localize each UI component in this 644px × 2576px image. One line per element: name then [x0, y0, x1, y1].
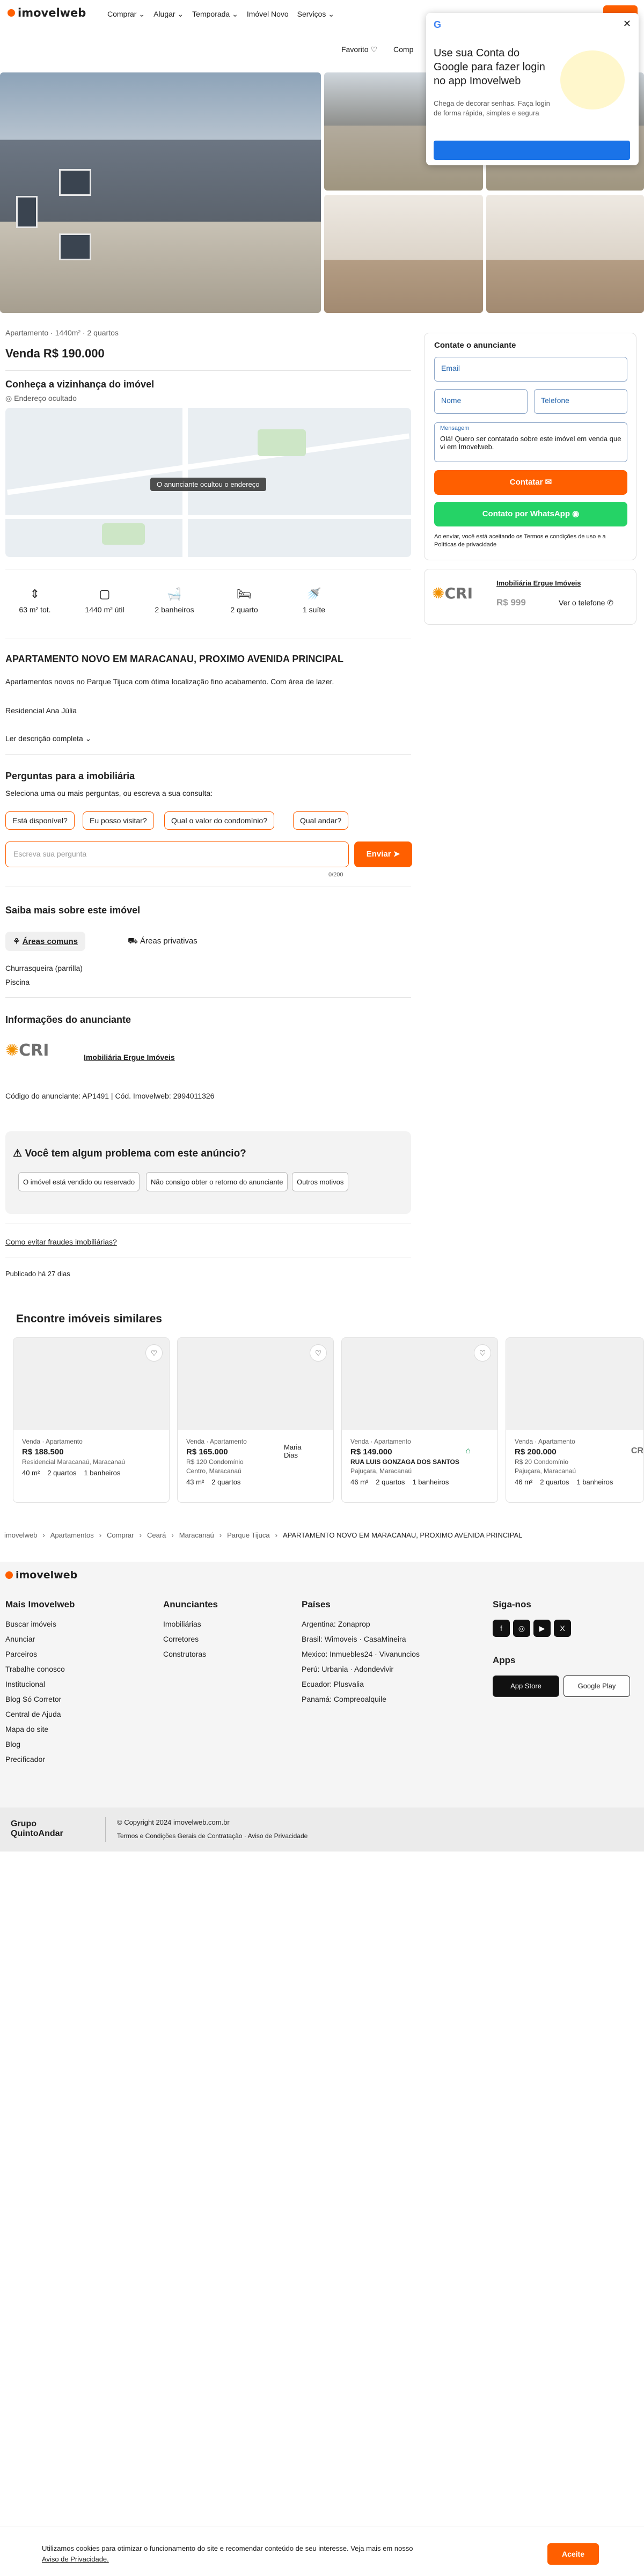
- google-icon: G: [434, 19, 442, 30]
- main-photo[interactable]: [0, 72, 321, 313]
- question-chip[interactable]: Qual andar?: [293, 811, 348, 830]
- name-field[interactable]: Nome: [434, 389, 528, 414]
- more-info-title: Saiba mais sobre este imóvel: [5, 905, 141, 916]
- heart-icon[interactable]: ♡: [145, 1344, 163, 1362]
- listing-meta: Apartamento · 1440m² · 2 quartos: [5, 328, 119, 337]
- listing-title: APARTAMENTO NOVO EM MARACANAU, PROXIMO AVENIDA PRINCIPAL: [5, 654, 344, 664]
- question-input[interactable]: Escreva sua pergunta: [5, 841, 349, 867]
- similar-card[interactable]: ♡ Maria Dias Venda · Apartamento R$ 165.000 R$ 120 Condomínio Centro, Maracanaú 43 m² 2 quartos: [177, 1337, 334, 1503]
- advertiser-title: Informações do anunciante: [5, 1014, 131, 1025]
- footer-link[interactable]: Anunciar: [5, 1635, 35, 1643]
- advertiser-card-name[interactable]: Imobiliária Ergue Imóveis: [496, 579, 581, 587]
- map-park: [102, 523, 145, 545]
- map-park: [258, 429, 306, 456]
- feature-land: ▢ 1440 m² útil: [75, 588, 134, 614]
- questions-subtitle: Seleciona uma ou mais perguntas, ou escreva a sua consulta:: [5, 789, 213, 797]
- tab-common-areas[interactable]: ⚘ Áreas comuns: [5, 932, 85, 951]
- agent-badge: Maria Dias: [284, 1443, 302, 1459]
- copyright: © Copyright 2024 imovelweb.com.br: [117, 1818, 230, 1826]
- amenity-item: Churrasqueira (parrilla): [5, 964, 83, 972]
- breadcrumb-item[interactable]: imovelweb: [4, 1531, 38, 1539]
- footer: [0, 1562, 644, 1807]
- google-play-button[interactable]: Google Play: [564, 1675, 630, 1697]
- photo-5[interactable]: [486, 195, 644, 313]
- legal-bar: [0, 1807, 644, 1851]
- app-store-button[interactable]: App Store: [493, 1675, 559, 1697]
- breadcrumb-item[interactable]: Maracanaú: [179, 1531, 214, 1539]
- phone-field[interactable]: Telefone: [534, 389, 627, 414]
- photo-4[interactable]: [324, 195, 483, 313]
- bath-icon: 🛁: [167, 588, 182, 601]
- listing-description-2: Residencial Ana Júlia: [5, 706, 77, 715]
- listing-actions: [341, 45, 413, 54]
- google-login-popup: [426, 13, 639, 165]
- cookie-banner: [0, 2527, 644, 2576]
- breadcrumb-item[interactable]: Ceará: [147, 1531, 166, 1539]
- suite-icon: 🚿: [306, 588, 321, 601]
- footer-link[interactable]: Construtoras: [163, 1650, 207, 1658]
- tab-private-areas[interactable]: ⛟ Áreas privativas: [128, 936, 197, 946]
- window-shape: [59, 169, 91, 196]
- similar-card[interactable]: ♡ ⌂ Venda · Apartamento R$ 149.000 RUA LUIS GONZAGA DOS SANTOS Pajuçara, Maracanaú 46 m² 2 quartos 1 banheiros: [341, 1337, 498, 1503]
- favorite-button[interactable]: Favorito ♡: [341, 45, 378, 54]
- divider: [5, 370, 411, 371]
- nav-temporada[interactable]: Temporada ⌄: [192, 10, 238, 18]
- read-more-link[interactable]: Ler descrição completa ⌄: [5, 734, 92, 743]
- key-illustration-icon: [560, 50, 625, 109]
- footer-link[interactable]: Parceiros: [5, 1650, 38, 1658]
- show-phone-button[interactable]: Ver o telefone ✆: [559, 598, 614, 607]
- similar-title: Encontre imóveis similares: [16, 1313, 162, 1325]
- contact-form: [424, 333, 636, 560]
- facebook-icon[interactable]: f: [493, 1620, 510, 1637]
- divider: [5, 997, 411, 998]
- breadcrumb-current: APARTAMENTO NOVO EM MARACANAU, PROXIMO AVENIDA PRINCIPAL: [282, 1531, 523, 1539]
- report-title: ⚠ Você tem algum problema com este anúncio?: [13, 1148, 246, 1159]
- footer-link[interactable]: Argentina: Zonaprop: [302, 1620, 370, 1628]
- advertiser-logo: ✺CRI: [432, 584, 473, 602]
- listing-price: Venda R$ 190.000: [5, 347, 105, 360]
- report-option[interactable]: Não consigo obter o retorno do anunciante: [146, 1172, 288, 1191]
- similar-card[interactable]: ♡ Venda · Apartamento R$ 188.500 Residencial Maracanaú, Maracanaú 40 m² 2 quartos 1 banheiros: [13, 1337, 170, 1503]
- footer-link[interactable]: Panamá: Compreoalquile: [302, 1695, 386, 1703]
- breadcrumb-item[interactable]: Apartamentos: [50, 1531, 94, 1539]
- legal-links[interactable]: Termos e Condições Gerais de Contratação · Aviso de Privacidade: [117, 1832, 308, 1840]
- nav-servicos[interactable]: Serviços ⌄: [297, 10, 334, 18]
- main-nav: [107, 10, 334, 19]
- footer-link[interactable]: Imobiliárias: [163, 1620, 201, 1628]
- footer-col-countries: Países Argentina: Zonaprop Brasil: Wimoveis · CasaMineira Mexico: Inmuebles24 · Vivanuncios Perú: Urbania · Adondevivir Ecuador: Plusvalia Panamá: Compreoalquile: [302, 1599, 420, 1703]
- feature-area: ⇕ 63 m² tot.: [5, 588, 64, 614]
- footer-link[interactable]: Mapa do site: [5, 1725, 49, 1733]
- report-option[interactable]: Outros motivos: [292, 1172, 348, 1191]
- map-road: [5, 515, 411, 519]
- nav-alugar[interactable]: Alugar ⌄: [153, 10, 184, 18]
- footer-link[interactable]: Brasil: Wimoveis · CasaMineira: [302, 1635, 406, 1643]
- footer-link[interactable]: Mexico: Inmuebles24 · Vivanuncios: [302, 1650, 420, 1658]
- question-chip[interactable]: Está disponível?: [5, 811, 75, 830]
- nav-imovel-novo[interactable]: Imóvel Novo: [246, 10, 289, 18]
- heart-icon[interactable]: ♡: [474, 1344, 491, 1362]
- footer-link[interactable]: Perú: Urbania · Adondevivir: [302, 1665, 394, 1673]
- window-shape: [16, 196, 38, 228]
- breadcrumb-item[interactable]: Comprar: [107, 1531, 134, 1539]
- google-continue-button[interactable]: [434, 141, 630, 160]
- popup-body: Chega de decorar senhas. Faça login de forma rápida, simples e segura: [434, 99, 550, 117]
- cookie-text: Utilizamos cookies para otimizar o funcionamento do site e recomendar conteúdo de seu interesse. Veja mais em nosso Aviso de Privacidade.: [42, 2544, 413, 2563]
- footer-logo[interactable]: imovelweb: [5, 1569, 77, 1581]
- send-question-button[interactable]: Enviar ➤: [354, 841, 412, 867]
- window-shape: [59, 233, 91, 260]
- footer-link[interactable]: Ecuador: Plusvalia: [302, 1680, 364, 1688]
- fraud-link[interactable]: Como evitar fraudes imobiliárias?: [5, 1238, 117, 1246]
- question-chip[interactable]: Eu posso visitar?: [83, 811, 154, 830]
- advertiser-code: Código do anunciante: AP1491 | Cód. Imovelweb: 2994011326: [5, 1092, 215, 1100]
- footer-link[interactable]: Trabalhe conosco: [5, 1665, 65, 1673]
- message-field[interactable]: Mensagem Olá! Quero ser contatado sobre este imóvel em venda que vi em Imovelweb.: [434, 422, 627, 462]
- char-counter: 0/200: [328, 872, 343, 878]
- listing-description: Apartamentos novos no Parque Tijuca com ótima localização fino acabamento. Com área de lazer.: [5, 677, 334, 686]
- map-hidden-address-msg: O anunciante ocultou o endereço: [150, 478, 266, 491]
- feature-bed: 🛏 2 quarto: [215, 588, 274, 614]
- footer-link[interactable]: Blog: [5, 1740, 21, 1748]
- popup-title: Use sua Conta do Google para fazer login no app Imovelweb: [434, 47, 545, 87]
- report-option[interactable]: O imóvel está vendido ou reservado: [18, 1172, 140, 1191]
- breadcrumb-item[interactable]: Parque Tijuca: [227, 1531, 270, 1539]
- footer-col-social: Siga-nos f ◎ ▶ X Apps App Store Google Play: [493, 1599, 634, 1697]
- group-logo: Grupo QuintoAndar: [11, 1819, 63, 1838]
- terms-text[interactable]: Ao enviar, você está aceitando os Termos e condições de uso e a Políticas de privacidade: [434, 533, 606, 548]
- contact-button[interactable]: Contatar ✉: [434, 470, 627, 495]
- accept-cookies-button[interactable]: Aceite: [547, 2543, 599, 2565]
- advertiser-logo: ✺CRI: [5, 1041, 49, 1060]
- footer-link[interactable]: Precificador: [5, 1755, 45, 1763]
- instagram-icon[interactable]: ◎: [513, 1620, 530, 1637]
- footer-link[interactable]: Blog Só Corretor: [5, 1695, 62, 1703]
- divider: [5, 754, 411, 755]
- area-icon: ⇕: [30, 588, 40, 601]
- similar-card[interactable]: CR Venda · Apartamento R$ 200.000 R$ 20 Condomínio Pajuçara, Maracanaú 46 m² 2 quartos 1 banheiros: [506, 1337, 644, 1503]
- published-date: Publicado há 27 dias: [5, 1270, 70, 1278]
- x-icon[interactable]: X: [554, 1620, 571, 1637]
- feature-bath: 🛁 2 banheiros: [145, 588, 204, 614]
- amenity-item: Piscina: [5, 978, 30, 986]
- address-text: ◎ Endereço ocultado: [5, 394, 77, 402]
- map-title: Conheça a vizinhança do imóvel: [5, 379, 155, 390]
- privacy-link[interactable]: Aviso de Privacidade.: [42, 2555, 109, 2563]
- heart-icon[interactable]: ♡: [310, 1344, 327, 1362]
- share-button[interactable]: Comp: [393, 45, 414, 54]
- close-icon[interactable]: ✕: [623, 18, 631, 29]
- agency-logo-icon: ⌂: [465, 1446, 471, 1455]
- footer-link[interactable]: Institucional: [5, 1680, 45, 1688]
- contact-title: Contate o anunciante: [434, 341, 516, 350]
- footer-col-more: Mais Imovelweb Buscar imóveis Anunciar Parceiros Trabalhe conosco Institucional Blog Só Corretor Central de Ajuda Mapa do site Blog Precificador: [5, 1599, 75, 1763]
- footer-link[interactable]: Buscar imóveis: [5, 1620, 56, 1628]
- advertiser-name-link[interactable]: Imobiliária Ergue Imóveis: [84, 1053, 175, 1062]
- footer-link[interactable]: Central de Ajuda: [5, 1710, 61, 1718]
- youtube-icon[interactable]: ▶: [533, 1620, 551, 1637]
- land-icon: ▢: [99, 588, 111, 601]
- map[interactable]: [5, 408, 411, 557]
- email-field[interactable]: Email: [434, 357, 627, 382]
- whatsapp-button[interactable]: Contato por WhatsApp ◉: [434, 502, 627, 526]
- question-chip[interactable]: Qual o valor do condomínio?: [164, 811, 274, 830]
- breadcrumb: imovelweb › Apartamentos › Comprar › Ceará › Maracanaú › Parque Tijuca › APARTAMENTO NOVO EM MARACANAU, PROXIMO AVENIDA PRINCIPAL: [4, 1531, 523, 1539]
- bed-icon: 🛏: [237, 588, 252, 601]
- footer-col-advertisers: Anunciantes Imobiliárias Corretores Construtoras: [163, 1599, 218, 1658]
- agency-logo: CR: [631, 1446, 643, 1455]
- logo[interactable]: imovelweb: [8, 6, 86, 19]
- questions-title: Perguntas para a imobiliária: [5, 771, 135, 781]
- advertiser-card-price: R$ 999: [496, 597, 526, 608]
- footer-link[interactable]: Corretores: [163, 1635, 199, 1643]
- advertiser-card: [424, 569, 636, 625]
- nav-comprar[interactable]: Comprar ⌄: [107, 10, 145, 18]
- feature-suite: 🚿 1 suíte: [284, 588, 343, 614]
